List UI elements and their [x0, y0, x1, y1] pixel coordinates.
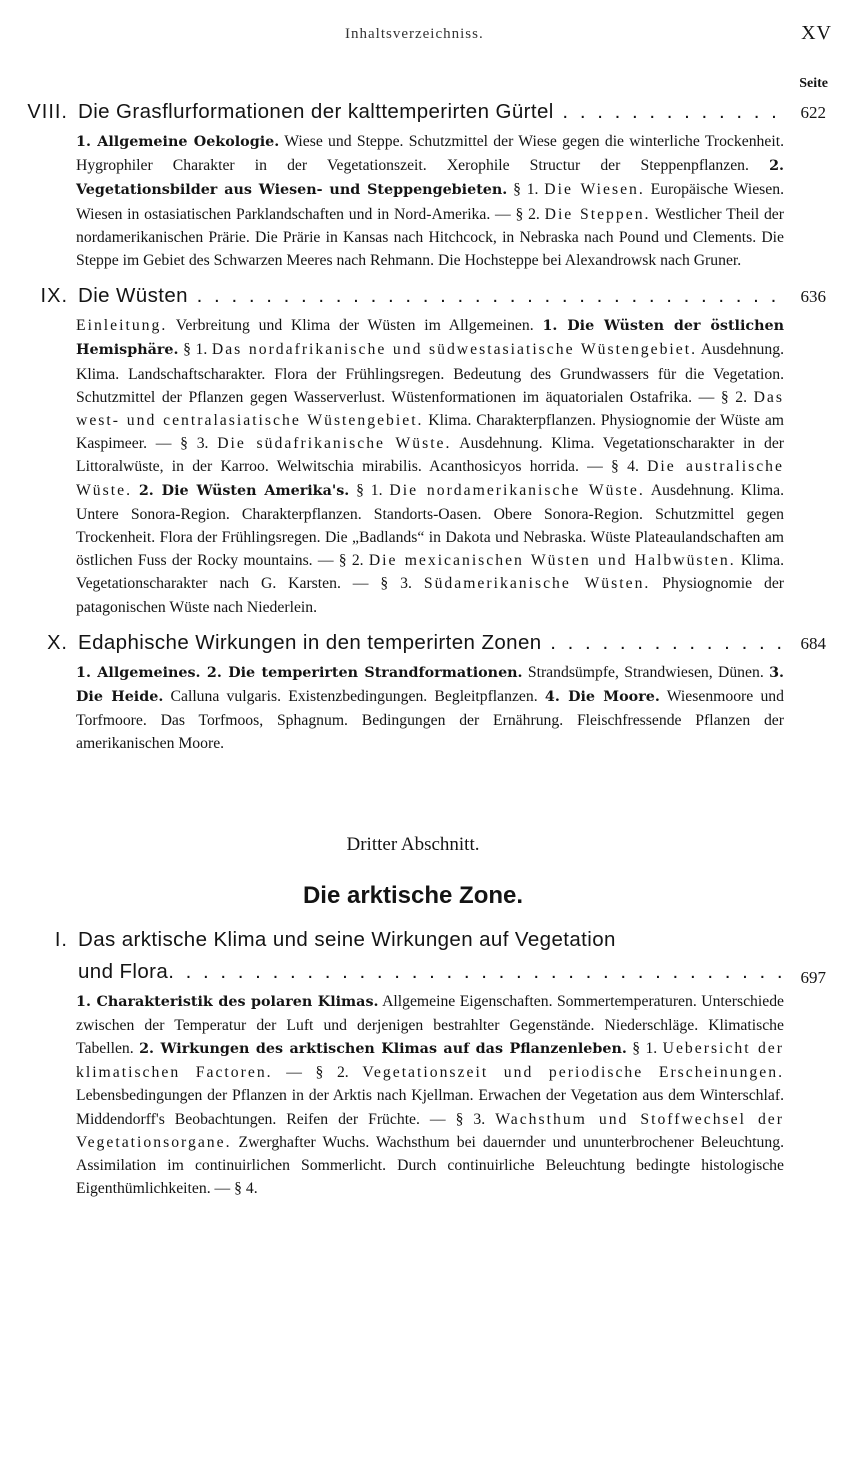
spaced-subheading: Das west- und centralasiatische Wüstengebiet. — [76, 388, 784, 430]
chapter-number: X. — [47, 631, 68, 654]
description-text: Strandsümpfe, Strandwiesen, Dünen. — [522, 663, 770, 681]
chapter-title — [78, 96, 782, 128]
description-text: § 1. — [178, 341, 212, 359]
description-text: Ausdehnung. Klima. Untere Sonora-Region. Charakterpflanzen. Standorts-Oasen. Obere Sonora-Region. Schutzmittel gegen Trockenheit. Flora der Frühlingsregen. Die „Badlands“ in Dakota und Nebraska. Wüste Plateaulandschaften am östlichen Fuss der Rocky mountains. — § 2. — [76, 481, 784, 570]
toc-entry-chapter-9 — [18, 280, 826, 312]
bold-heading: 3. Die Heide. — [76, 664, 785, 706]
description-text: § 1. — [626, 1040, 663, 1058]
description-text: Wiese und Steppe. Schutzmittel der Wiese gegen die winterliche Trockenheit. Hygrophiler Charakter in der Vegetationszeit. Xerophile Structur der Steppenpflanzen. — [76, 133, 784, 175]
leader-dots — [542, 631, 782, 654]
description-text: Calluna vulgaris. Existenzbedingungen. Begleitpflanzen. — [163, 688, 545, 706]
spaced-subheading: Die australische Wüste. — [76, 458, 784, 499]
chapter-description — [76, 314, 784, 619]
description-text: Europäische Wiesen. Wiesen in ostasiatischen Parklandschaften und in Nord-Amerika. — § 2. — [76, 181, 785, 223]
chapter-title — [78, 924, 782, 988]
chapter-page: 684 — [800, 633, 826, 653]
page-number: XV — [801, 22, 832, 44]
running-head-title: Inhaltsverzeichniss. — [345, 26, 484, 42]
bold-heading: 2. Wirkungen des arktischen Klimas auf das Pflanzenleben. — [139, 1041, 627, 1058]
seite-label: Seite — [799, 76, 828, 91]
description-text: Klima. Vegetationscharakter nach G. Karsten. — § 3. — [76, 552, 784, 593]
spaced-subheading: Wachsthum und Stoffwechsel der Vegetationsorgane. — [76, 1110, 784, 1151]
part-title: Die arktische Zone. — [302, 881, 524, 909]
bold-heading: 4. Die Moore. — [544, 689, 660, 706]
chapter-description — [76, 990, 784, 1201]
chapter-title-line-2-row — [78, 956, 782, 988]
bold-heading: 1. Allgemeines. 2. Die temperirten Strandformationen. — [76, 664, 523, 681]
description-text: Klima. Charakterpflanzen. Physiognomie der Wüste am Kaspimeer. — § 3. — [76, 412, 784, 453]
chapter-description — [76, 661, 784, 756]
spaced-subheading: Die südafrikanische Wüste. — [217, 435, 452, 453]
bold-heading: 1. Allgemeine Oekologie. — [76, 134, 280, 150]
spaced-subheading: Vegetationszeit und periodische Erscheinungen. — [362, 1064, 784, 1082]
bold-heading: 2. Die Wüsten Amerika's. — [138, 482, 350, 499]
bold-heading: 1. Die Wüsten der östlichen Hemisphäre. — [76, 318, 784, 359]
toc-entry-chapter-8 — [18, 96, 826, 128]
spaced-subheading: Die mexicanischen Wüsten und Halbwüsten. — [368, 552, 736, 570]
description-text — [132, 482, 139, 499]
chapter-description — [76, 130, 784, 272]
description-text: Physiognomie der patagonischen Wüste nach Niederlein. — [76, 575, 785, 616]
spaced-subheading: Die Wiesen. — [544, 181, 645, 199]
chapter-page: 697 — [800, 967, 826, 987]
chapter-title — [78, 280, 782, 312]
description-text: Zwerghafter Wuchs. Wachsthum bei dauernder und ununterbrochener Beleuchtung. Assimilation im continuirlichen Sommerlicht. Durch continuirliche Beleuchtung bedingte histologische Eigenthümlichkeiten. — § 4. — [76, 1133, 784, 1198]
bold-heading: 1. Charakteristik des polaren Klimas. — [76, 993, 379, 1010]
spaced-subheading: Uebersicht der klimatischen Factoren. — [76, 1040, 784, 1082]
description-text: Verbreitung und Klima der Wüsten im Allgemeinen. — [167, 317, 543, 335]
description-text: Westlicher Theil der nordamerikanischen Prärie. Die Prärie in Kansas nach Hitchcock, in Nebraska nach Pound und Clements. Die Steppe im Gebiet des Schwarzen Meeres nach Rehmann. Die Hochsteppe bei Alexandrowsk nach Gruner. — [76, 205, 784, 270]
bold-heading: 2. Vegetationsbilder aus Wiesen- und Steppengebieten. — [76, 158, 784, 199]
chapter-title-text: Die Grasflurformationen der kalttemperirten Gürtel — [78, 100, 554, 123]
description-text: Lebensbedingungen der Pflanzen in der Arktis nach Kjellman. Erwachen der Vegetation aus dem Winterschlaf. Middendorff's Beobachtungen. Reifen der Früchte. — § 3. — [76, 1087, 784, 1128]
chapter-title-text: Die Wüsten — [78, 284, 188, 308]
leader-dots — [188, 284, 782, 307]
table-of-contents — [18, 90, 826, 1209]
description-text: Ausdehnung. Klima. Landschaftscharakter. Flora der Frühlingsregen. Bedeutung des Grundwassers für die Vegetation. Schutzmittel der Pflanzen gegen Wasserverlust. Wüstenformationen im äquatorialen Ostafrika. — § 2. — [76, 341, 785, 406]
description-text: § 1. — [349, 481, 390, 499]
chapter-title-text: Edaphische Wirkungen in den temperirten Zonen — [78, 630, 542, 654]
chapter-title-line-2: und Flora — [78, 959, 169, 983]
section-label: Dritter Abschnitt. — [346, 833, 480, 855]
leader-dots — [168, 956, 782, 988]
spaced-subheading: Südamerikanische Wüsten. — [423, 575, 651, 593]
description-text: Ausdehnung. Klima. Vegetationscharakter in der Littoralwüste, in der Karroo. Welwitschia mirabilis. Acanthosicyos horrida. — § 4. — [76, 435, 784, 476]
spaced-subheading: Die nordamerikanische Wüste. — [389, 481, 645, 499]
chapter-number: I. — [54, 928, 68, 951]
chapter-title-line-1: Das arktische Klima und seine Wirkungen auf Vegetation — [78, 927, 616, 951]
description-text: Allgemeine Eigenschaften. Sommertemperaturen. Unterschiede zwischen der Temperatur der Luft und derjenigen bestrahlter Gegenstände. Niederschläge. Klimatische Tabellen. — [76, 992, 785, 1058]
toc-entry-chapter-10 — [18, 627, 826, 659]
chapter-number: IX. — [40, 285, 68, 308]
running-head — [0, 22, 850, 52]
leader-dots — [554, 100, 782, 123]
spaced-subheading: Die Steppen. — [544, 205, 651, 223]
spaced-subheading: Das nordafrikanische und südwestasiatische Wüstengebiet. — [211, 341, 698, 359]
spaced-subheading: Einleitung. — [76, 317, 168, 335]
description-text: § 1. — [507, 181, 545, 199]
chapter-title — [78, 627, 782, 659]
toc-entry-arctic-chapter-1 — [18, 924, 826, 988]
description-text: Wiesenmoore und Torfmoore. Das Torfmoos, Sphagnum. Bedingungen der Ernährung. Fleischfressende Pflanzen der amerikanischen Moore. — [76, 688, 784, 753]
chapter-page: 622 — [800, 103, 826, 122]
description-text: — § 2. — [272, 1064, 363, 1082]
chapter-number: VIII. — [27, 101, 68, 123]
chapter-page: 636 — [800, 287, 826, 307]
